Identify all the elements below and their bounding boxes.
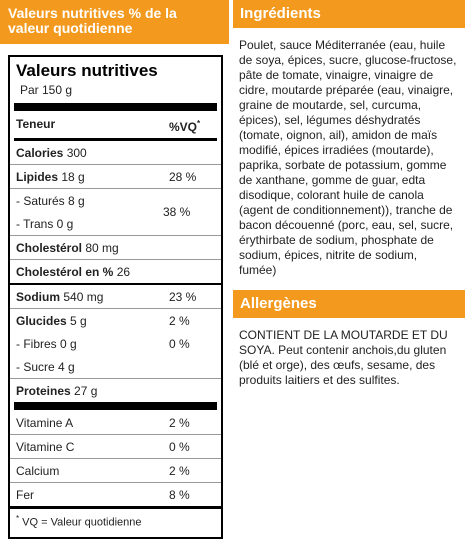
sodium-value: 540 mg — [63, 290, 104, 304]
row-sodium — [10, 283, 221, 308]
sodium-pct: 23 % — [169, 290, 197, 304]
proteines-label: Proteines — [16, 384, 71, 398]
col-vq-sup: * — [197, 119, 201, 128]
glucides-value: 5 g — [70, 314, 87, 328]
ingredients-panel — [233, 0, 465, 531]
group-sat-trans — [10, 188, 221, 235]
cholesterol-en-value: 26 — [116, 265, 131, 279]
glucides-pct: 2 % — [169, 314, 190, 328]
row-proteines — [10, 378, 221, 402]
proteines-value: 27 g — [74, 384, 98, 398]
nutrition-panel — [0, 0, 229, 531]
cholesterol-value: 80 mg — [85, 241, 119, 255]
allergens-text: CONTIENT DE LA MOUTARDE ET DU SOYA. Peut contenir anchois,du gluten (blé et orge), des œufs, sesame, des produits laitiers et des sulfites. — [239, 328, 448, 387]
ingredients-header: Ingrédients — [233, 0, 465, 28]
row-lipides — [10, 164, 221, 188]
lipides-label: Lipides — [16, 170, 59, 184]
nutrition-facts-table — [8, 55, 223, 539]
table-header-row — [10, 111, 221, 138]
vit-a-pct: 2 % — [169, 416, 190, 430]
row-vitamine-c — [10, 434, 221, 458]
vit-c-label: Vitamine C — [16, 440, 75, 454]
facts-title: Valeurs nutritives — [16, 61, 158, 80]
trans-row: - Trans 0 g — [16, 217, 74, 231]
fer-label: Fer — [16, 488, 34, 502]
sodium-label: Sodium — [16, 290, 60, 304]
fibres-label: - Fibres 0 g — [16, 337, 77, 351]
divider-thick-2 — [14, 402, 217, 410]
serving-size: Par 150 g — [20, 83, 73, 97]
col-vq-label: %VQ — [169, 120, 198, 134]
cholesterol-label: Cholestérol — [16, 241, 83, 255]
row-calories — [10, 141, 221, 164]
vit-c-pct: 0 % — [169, 440, 190, 454]
divider-thick — [14, 103, 217, 111]
fibres-pct: 0 % — [169, 337, 190, 351]
sucre-label: - Sucre 4 g — [16, 360, 75, 374]
col-teneur: Teneur — [16, 117, 56, 131]
calories-value: 300 — [66, 146, 87, 160]
sat-trans-pct: 38 % — [163, 205, 191, 219]
row-cholesterol — [10, 235, 221, 259]
ingredients-text: Poulet, sauce Méditerranée (eau, huile de soya, épices, sucre, glucose-fructose, pâte de tomate, vinaigre, vinaigre de cidre, moutarde préparée (eau, vinaigre, graine de moutarde, sel, curcuma, épices), sel, légumes déshydratés (tomate, oignon, ail), amidon de maïs modifié, épices irradiées (moutarde), paprika, sorbate de potassium, gomme de xanthane, gomme de guar, edta disodique, colorant huile de canola (agent de conditionnement)), tranche de bacon découenné (porc, eau, sel, sucre, érythirbate de sodium, phosphate de sodium, épices, nitrite de sodium, fumée) — [239, 38, 457, 277]
allergens-header: Allergènes — [233, 290, 465, 318]
glucides-label: Glucides — [16, 314, 67, 328]
footnote-text: VQ = Valeur quotidienne — [19, 516, 142, 529]
row-glucides — [10, 308, 221, 332]
row-sucre — [10, 355, 221, 378]
row-vitamine-a — [10, 410, 221, 434]
lipides-value: 18 g — [61, 170, 85, 184]
cholesterol-en-label: Cholestérol en % — [16, 265, 114, 279]
row-calcium — [10, 458, 221, 482]
row-fer — [10, 482, 221, 506]
nutrition-header: Valeurs nutritives % de la valeur quotidienne — [0, 0, 229, 44]
fer-pct: 8 % — [169, 488, 190, 502]
lipides-pct: 28 % — [169, 170, 197, 184]
calcium-pct: 2 % — [169, 464, 190, 478]
row-cholesterol-en — [10, 259, 221, 283]
row-fibres — [10, 332, 221, 355]
satures-row: - Saturés 8 g — [16, 194, 85, 208]
footnote-sup: * — [16, 514, 20, 523]
vit-a-label: Vitamine A — [16, 416, 74, 430]
calories-label: Calories — [16, 146, 64, 160]
footnote — [10, 506, 221, 537]
calcium-label: Calcium — [16, 464, 60, 478]
col-vq — [169, 117, 215, 134]
